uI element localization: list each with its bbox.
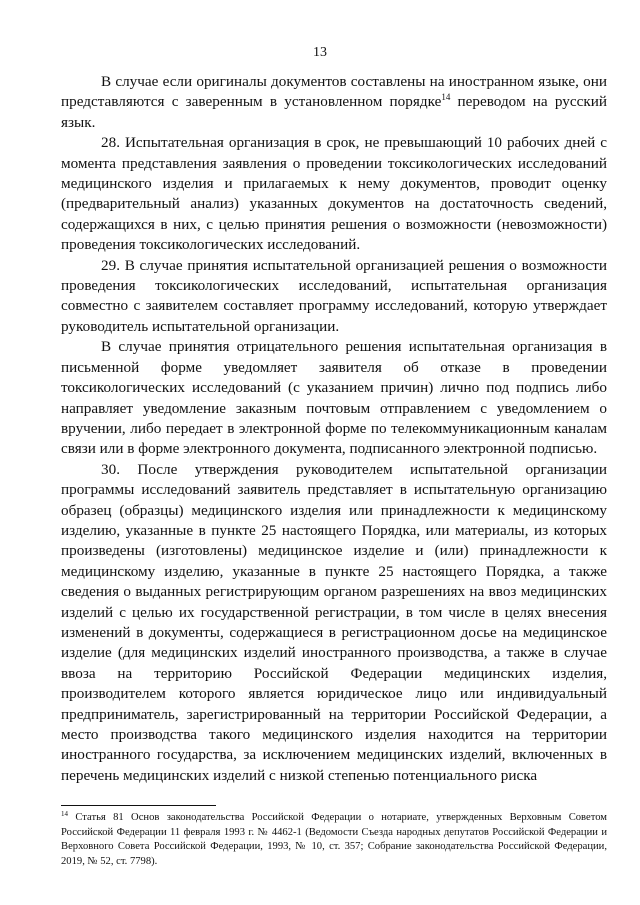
paragraph-text: В случае если оригиналы документов составлены на иностранном языке, они представляются с заверенным в установленном порядке (61, 73, 607, 111)
paragraph-negative-decision: В случае принятия отрицательного решения испытательная организация в письменной форме уведомляет заявителя об отказе в проведении токсикологических исследований (с указанием причин) лично под подпись либо направляет уведомление заказным почтовым отправлением с уведомлением о вручении, либо передает в электронной форме по телекоммуникационным каналам связи или в форме электронного документа, подписанного электронной подписью. (61, 338, 607, 458)
paragraph-28: 28. Испытательная организация в срок, не превышающий 10 рабочих дней с момента представления заявления о проведении токсикологических исследований медицинского изделия и прилагаемых к нему документов, проводит оценку (предварительный анализ) указанных документов на достаточность сведений, содержащихся в них, с целью принятия решения о возможности (невозможности) проведения токсикологических исследований. (61, 134, 607, 254)
paragraph-29: 29. В случае принятия испытательной организацией решения о возможности проведения токсикологических исследований, испытательная организация совместно с заявителем составляет программу исследований, которую утверждает руководитель испытательной организации. (61, 256, 607, 335)
footnotes (61, 811, 607, 869)
body-text (61, 72, 607, 786)
footnote-reference[interactable]: 14 (441, 92, 451, 103)
footnote-number: 14 (61, 810, 68, 818)
footnote-14 (61, 811, 607, 869)
page-number: 13 (313, 45, 327, 60)
footnote-separator (61, 805, 216, 806)
paragraph-translation-requirement (61, 72, 607, 133)
paragraph-text: переводом на русский язык. (61, 93, 607, 131)
footnote-text: Статья 81 Основ законодательства Российской Федерации о нотариате, утвержденных Верховным Советом Российской Федерации 11 февраля 1993 г. № 4462-1 (Ведомости Съезда народных депутатов Российской Федерации и Верховного Совета Российской Федерации, 1993, № 10, ст. 357; Собрание законодательства Российской Федерации, 2019, № 52, ст. 7798). (61, 812, 607, 867)
paragraph-30: 30. После утверждения руководителем испытательной организации программы исследований заявитель представляет в испытательную организацию образец (образцы) медицинского изделия или принадлежности к медицинскому изделию, указанные в пункте 25 настоящего Порядка, или материалы, из которых произведены (изготовлены) медицинское изделие и (или) принадлежности к медицинскому изделию, указанные в пункте 25 настоящего Порядка, а также сведения о выданных регистрирующим органом разрешениях на ввоз медицинских изделий с целью их государственной регистрации, в том числе в целях внесения изменений в документы, содержащиеся в регистрационном досье на медицинское изделие (для медицинских изделий иностранного производства, а также в случае ввоза на территорию Российской Федерации медицинских изделия, производителем которого является юридическое лицо или индивидуальный предприниматель, зарегистрированный на территории Российской Федерации, а место производства такого медицинского изделия находится на территории иностранного государства, за исключением медицинских изделий, включенных в перечень медицинских изделий с низкой степенью потенциального риска (61, 460, 607, 784)
